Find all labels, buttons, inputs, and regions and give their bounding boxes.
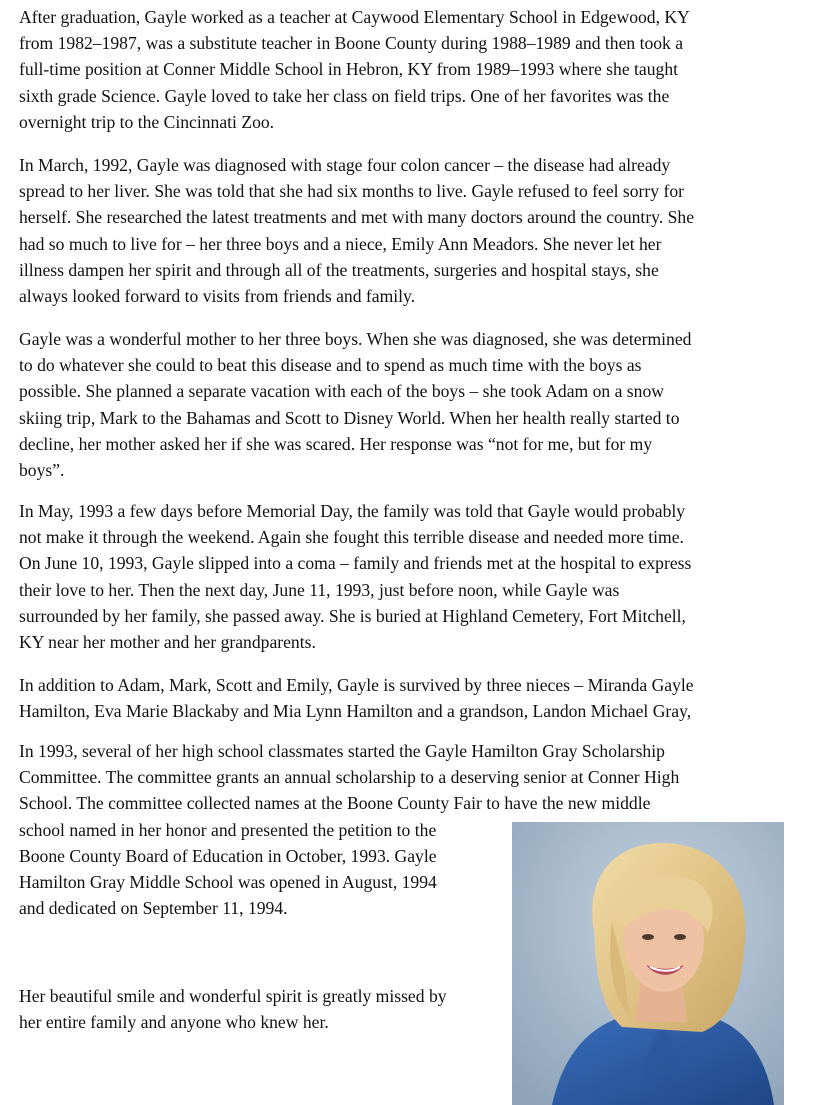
- text-line: boys”.: [19, 460, 65, 481]
- eye-right: [674, 934, 686, 940]
- paragraph-passing: [19, 498, 691, 655]
- text-line: surrounded by her family, she passed away. She is buried at Highland Cemetery, Fort Mitchell,: [19, 605, 686, 626]
- text-line: In May, 1993 a few days before Memorial Day, the family was told that Gayle would probably: [19, 501, 686, 521]
- text-line: Hamilton, Eva Marie Blackaby and Mia Lynn Hamilton and a grandson, Landon Michael Gray,: [19, 701, 692, 722]
- paragraph-diagnosis: [19, 152, 694, 309]
- text-line: herself. She researched the latest treatments and met with many doctors around the country. She: [19, 207, 695, 228]
- text-line: spread to her liver. She was told that she had six months to live. Gayle refused to feel sorry for: [19, 181, 684, 202]
- eye-left: [642, 934, 654, 940]
- text-line: full-time position at Conner Middle School in Hebron, KY from 1989–1993 where she taught: [19, 59, 679, 80]
- paragraph-mother: [19, 326, 691, 483]
- text-line: School. The committee collected names at the Boone County Fair to have the new middle: [19, 793, 651, 814]
- text-line: school named in her honor and presented the petition to the: [19, 819, 437, 840]
- text-line: Hamilton Gray Middle School was opened in August, 1994: [19, 872, 437, 893]
- text-line: not make it through the weekend. Again she fought this terrible disease and needed more time.: [19, 527, 684, 548]
- text-line: skiing trip, Mark to the Bahamas and Scott to Disney World. When her health really started to: [19, 407, 680, 428]
- portrait-photo: [512, 822, 784, 1105]
- text-line: Her beautiful smile and wonderful spirit is greatly missed by: [19, 986, 447, 1006]
- paragraph-closing: [19, 983, 447, 1035]
- text-line: possible. She planned a separate vacation with each of the boys – she took Adam on a snow: [19, 381, 664, 402]
- text-line: Gayle was a wonderful mother to her three boys. When she was diagnosed, she was determined: [19, 329, 692, 349]
- text-line: her entire family and anyone who knew her.: [19, 1012, 329, 1033]
- text-line: their love to her. Then the next day, June 11, 1993, just before noon, while Gayle was: [19, 579, 620, 600]
- text-line: Boone County Board of Education in October, 1993. Gayle: [19, 845, 437, 866]
- text-line: to do whatever she could to beat this disease and to spend as much time with the boys as: [19, 355, 642, 376]
- text-line: sixth grade Science. Gayle loved to take her class on field trips. One of her favorites was the: [19, 85, 670, 106]
- text-line: After graduation, Gayle worked as a teacher at Caywood Elementary School in Edgewood, KY: [19, 7, 690, 27]
- portrait-illustration: [512, 822, 784, 1105]
- paragraph-career: [19, 4, 690, 135]
- text-line: from 1982–1987, was a substitute teacher in Boone County during 1988–1989 and then took a: [19, 33, 684, 54]
- text-line: illness dampen her spirit and through all of the treatments, surgeries and hospital stays, she: [19, 259, 659, 280]
- text-line: In 1993, several of her high school classmates started the Gayle Hamilton Gray Scholarship: [19, 741, 665, 761]
- text-line: had so much to live for – her three boys and a niece, Emily Ann Meadors. She never let her: [19, 233, 662, 254]
- text-line: Committee. The committee grants an annual scholarship to a deserving senior at Conner High: [19, 767, 680, 788]
- text-line: and dedicated on September 11, 1994.: [19, 898, 288, 919]
- text-line: decline, her mother asked her if she was scared. Her response was “not for me, but for my: [19, 433, 653, 454]
- text-line: In addition to Adam, Mark, Scott and Emily, Gayle is survived by three nieces – Miranda Gayle: [19, 675, 694, 695]
- text-line: KY near her mother and her grandparents.: [19, 632, 316, 653]
- text-line: In March, 1992, Gayle was diagnosed with stage four colon cancer – the disease had already: [19, 155, 671, 175]
- text-line: On June 10, 1993, Gayle slipped into a coma – family and friends met at the hospital to express: [19, 553, 692, 574]
- paragraph-survivors: [19, 672, 694, 724]
- text-line: always looked forward to visits from friends and family.: [19, 286, 416, 307]
- text-line: overnight trip to the Cincinnati Zoo.: [19, 111, 275, 132]
